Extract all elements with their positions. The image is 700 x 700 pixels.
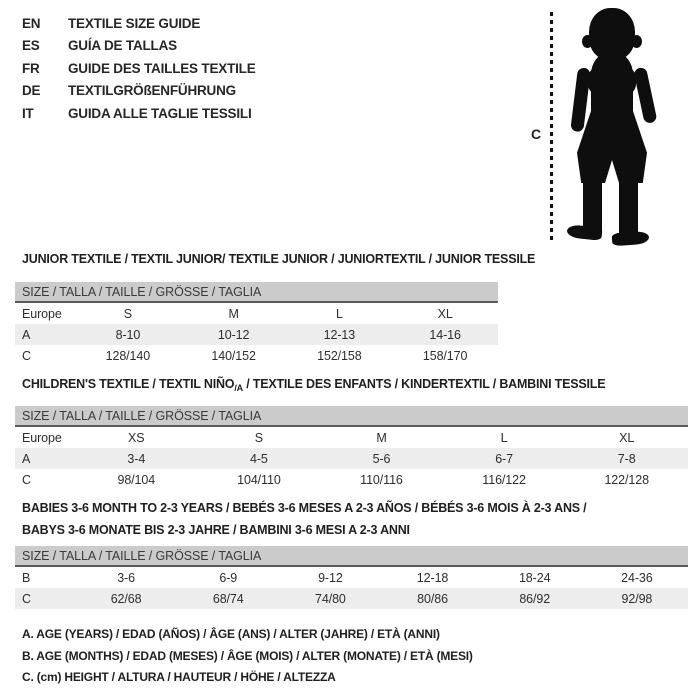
language-code: DE [22, 83, 41, 99]
table-row-months [15, 566, 688, 588]
language-code: FR [22, 60, 40, 76]
months-cell: 12-18 [416, 570, 449, 585]
babies-textile-section [15, 497, 688, 609]
size-cell: XL [619, 430, 635, 445]
age-cell: 4-5 [250, 451, 268, 466]
babies-title-line-2: BABYS 3-6 MONATE BIS 2-3 JAHRE / BAMBINI 3-6 MESI A 2-3 ANNI [22, 523, 410, 537]
baby-silhouette-icon [562, 8, 662, 248]
height-dashed-line [550, 12, 553, 242]
size-header-bar: SIZE / TALLA / TAILLE / GRÖSSE / TAGLIA [15, 546, 688, 566]
table-row-europe [15, 302, 498, 324]
size-header-row [15, 546, 688, 566]
footnote-b: B. AGE (MONTHS) / EDAD (MESES) / ÂGE (MOIS) / ALTER (MONATE) / ETÀ (MESI) [22, 648, 473, 663]
table-row-europe [15, 426, 688, 448]
height-cell: 128/140 [105, 348, 151, 363]
height-cell: 86/92 [519, 591, 551, 606]
row-label: A [22, 327, 31, 342]
size-header-bar: SIZE / TALLA / TAILLE / GRÖSSE / TAGLIA [15, 282, 498, 302]
months-cell: 6-9 [219, 570, 238, 585]
language-row-es [22, 35, 256, 57]
row-label: A [22, 451, 31, 466]
size-cell: L [500, 430, 508, 445]
baby-ear-shape [631, 35, 642, 48]
height-cell: 104/110 [237, 472, 281, 487]
age-cell: 10-12 [217, 327, 250, 342]
table-row-height [15, 469, 688, 490]
baby-ear-shape [582, 35, 593, 48]
months-cell: 3-6 [117, 570, 135, 585]
age-cell: 5-6 [372, 451, 391, 466]
footnote-a: A. AGE (YEARS) / EDAD (AÑOS) / ÂGE (ANS) / ALTER (JAHRE) / ETÀ (ANNI) [22, 627, 440, 641]
baby-arm-shape [633, 67, 657, 124]
row-label: Europe [22, 430, 62, 445]
table-row-age [15, 324, 498, 345]
language-title: TEXTILGRÖßENFÜHRUNG [68, 83, 236, 99]
language-title: GUIDA ALLE TAGLIE TESSILI [68, 105, 252, 121]
height-cell: 110/116 [360, 472, 403, 487]
age-cell: 12-13 [323, 327, 356, 342]
size-cell: XL [437, 306, 453, 321]
language-list [22, 13, 256, 125]
row-label: Europe [22, 306, 62, 321]
children-textile-section [15, 377, 688, 490]
baby-foot-shape [612, 231, 650, 247]
height-cell: 92/98 [621, 591, 653, 606]
language-row-en [22, 13, 256, 35]
junior-size-table [15, 282, 498, 366]
table-row-height [15, 345, 498, 366]
language-row-de [22, 80, 256, 102]
height-cell: 158/170 [422, 348, 468, 363]
baby-shorts-shape [577, 111, 647, 183]
baby-leg-shape [619, 178, 638, 236]
language-row-it [22, 103, 256, 125]
language-code: EN [22, 16, 41, 31]
babies-title-line-1: BABIES 3-6 MONTH TO 2-3 YEARS / BEBÉS 3-6 MESES A 2-3 AÑOS / BÉBÉS 3-6 MOIS À 2-3 ANS / [22, 501, 587, 515]
height-cell: 140/152 [211, 348, 256, 363]
footnote-legend [22, 624, 473, 689]
height-measure-label: C [531, 126, 542, 142]
height-cell: 98/104 [117, 472, 156, 487]
size-header-bar: SIZE / TALLA / TAILLE / GRÖSSE / TAGLIA [15, 406, 688, 426]
height-cell: 74/80 [315, 591, 346, 606]
title-subscript: /A [234, 383, 243, 393]
row-label: C [22, 348, 31, 363]
height-cell: 62/68 [110, 591, 142, 606]
language-code: ES [22, 38, 40, 54]
babies-table-title [22, 497, 688, 541]
size-cell: S [123, 306, 132, 321]
children-size-table [15, 406, 688, 490]
age-cell: 3-4 [127, 451, 146, 466]
language-title: GUIDE DES TAILLES TEXTILE [68, 60, 256, 76]
size-header-row [15, 406, 688, 426]
row-label: C [22, 472, 31, 487]
babies-size-table [15, 546, 688, 609]
language-title: GUÍA DE TALLAS [68, 38, 177, 54]
months-cell: 9-12 [318, 570, 343, 585]
size-header-row [15, 282, 498, 302]
title-text: / TEXTILE DES ENFANTS / KINDERTEXTIL / BAMBINI TESSILE [242, 377, 606, 391]
title-text: CHILDREN'S TEXTILE / TEXTIL NIÑO [22, 377, 235, 391]
language-code: IT [22, 105, 34, 121]
age-cell: 8-10 [115, 327, 141, 342]
row-label: C [22, 591, 31, 606]
height-cell: 122/128 [604, 472, 649, 487]
table-row-height [15, 588, 688, 609]
footnote-c: C. (cm) HEIGHT / ALTURA / HAUTEUR / HÖHE / ALTEZZA [22, 670, 336, 684]
age-cell: 14-16 [429, 327, 461, 342]
language-title: TEXTILE SIZE GUIDE [68, 16, 201, 31]
baby-foot-shape [566, 224, 602, 241]
children-table-title [22, 377, 688, 395]
size-cell: XS [128, 430, 145, 445]
size-cell: M [376, 430, 387, 445]
language-row-fr [22, 58, 256, 80]
junior-textile-section [15, 252, 536, 366]
height-cell: 152/158 [317, 348, 362, 363]
age-cell: 7-8 [617, 451, 636, 466]
size-cell: L [335, 306, 343, 321]
size-cell: M [228, 306, 239, 321]
height-cell: 80/86 [417, 591, 448, 606]
row-label: B [22, 570, 31, 585]
size-cell: S [254, 430, 264, 445]
table-row-age [15, 448, 688, 469]
junior-table-title: JUNIOR TEXTILE / TEXTIL JUNIOR/ TEXTILE JUNIOR / JUNIORTEXTIL / JUNIOR TESSILE [22, 252, 536, 266]
age-cell: 6-7 [495, 451, 513, 466]
height-cell: 68/74 [212, 591, 244, 606]
months-cell: 18-24 [518, 570, 551, 585]
height-cell: 116/122 [482, 472, 526, 487]
months-cell: 24-36 [621, 570, 653, 585]
